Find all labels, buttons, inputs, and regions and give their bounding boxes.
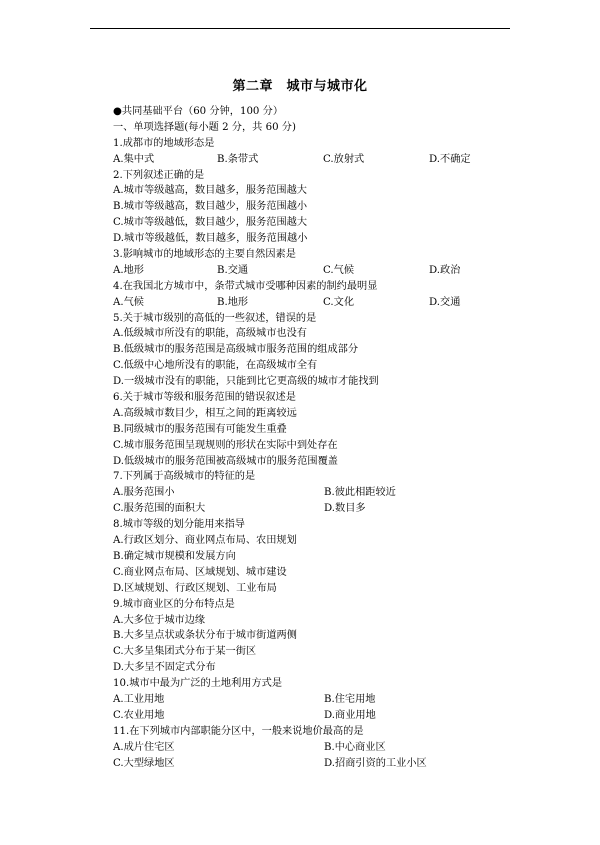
- answer-option: C.农业用地: [113, 709, 165, 721]
- option-row: [113, 708, 503, 724]
- document-body: [113, 104, 503, 771]
- answer-option: D.低级城市的服务范围被高级城市的服务范围覆盖: [113, 455, 338, 467]
- answer-option: A.集中式: [113, 153, 155, 165]
- header-rule: [90, 28, 510, 29]
- answer-option: A.高级城市数目少，相互之间的距离较远: [113, 407, 297, 419]
- answer-option: C.商业网点布局、区域规划、城市建设: [113, 566, 287, 578]
- question-stem: 8.城市等级的划分能用来指导: [113, 519, 245, 531]
- answer-option: A.服务范围小: [113, 487, 175, 499]
- question-block: [113, 724, 503, 772]
- answer-option: C.放射式: [323, 153, 365, 165]
- question-stem: 3.影响城市的地域形态的主要自然因素是: [113, 249, 296, 261]
- answer-option: B.地形: [217, 296, 249, 308]
- question-stem: 4.在我国北方城市中，条带式城市受哪种因素的制约最明显: [113, 280, 378, 292]
- question-block: [113, 390, 503, 469]
- answer-option: A.工业用地: [113, 693, 165, 705]
- answer-option: D.一级城市没有的职能，只能到比它更高级的城市才能找到: [113, 376, 379, 388]
- question-stem: 7.下列属于高级城市的特征的是: [113, 471, 256, 483]
- answer-option: A.低级城市所没有的职能，高级城市也没有: [113, 328, 307, 340]
- answer-option: B.同级城市的服务范围有可能发生重叠: [113, 423, 287, 435]
- answer-option: B.低级城市的服务范围是高级城市服务范围的组成部分: [113, 344, 359, 356]
- question-stem: 10.城市中最为广泛的土地利用方式是: [113, 678, 283, 690]
- question-stem: 1.成都市的地域形态是: [113, 137, 215, 149]
- answer-option: B.中心商业区: [324, 741, 386, 753]
- answer-option: D.商业用地: [324, 709, 376, 721]
- answer-option: B.确定城市规模和发展方向: [113, 550, 236, 562]
- question-stem: 9.城市商业区的分布特点是: [113, 598, 235, 610]
- answer-option: B.交通: [217, 264, 249, 276]
- answer-option: C.服务范围的面积大: [113, 503, 206, 515]
- answer-option: D.区域规划、行政区规划、工业布局: [113, 582, 277, 594]
- option-row: [113, 263, 503, 279]
- section-header: ●共同基础平台（60 分钟，100 分）: [113, 106, 284, 117]
- answer-option: A.地形: [113, 264, 144, 276]
- answer-option: B.城市等级越高，数目越少，服务范围越小: [113, 201, 308, 213]
- question-stem: 6.关于城市等级和服务范围的错误叙述是: [113, 392, 296, 404]
- option-row: [113, 152, 503, 168]
- question-stem: 5.关于城市级别的高低的一些叙述，错误的是: [113, 312, 317, 324]
- question-block: [113, 517, 503, 596]
- answer-option: B.彼此相距较近: [324, 487, 396, 499]
- answer-option: D.政治: [429, 264, 461, 276]
- option-row: [113, 295, 503, 311]
- option-row: [113, 756, 503, 772]
- answer-option: B.条带式: [217, 153, 259, 165]
- answer-option: D.交通: [429, 296, 461, 308]
- option-row: [113, 692, 503, 708]
- option-row: [113, 740, 503, 756]
- answer-option: C.气候: [323, 264, 355, 276]
- question-list: [113, 136, 503, 772]
- question-stem: 11.在下列城市内部职能分区中，一般来说地价最高的是: [113, 725, 364, 737]
- chapter-title: 第二章 城市与城市化: [232, 79, 368, 94]
- answer-option: C.城市等级越低，数目越少，服务范围越大: [113, 217, 308, 229]
- option-row: [113, 485, 503, 501]
- answer-option: D.大多呈不固定式分布: [113, 662, 216, 674]
- answer-option: D.不确定: [429, 153, 471, 165]
- answer-option: B.大多呈点状或条状分布于城市街道两侧: [113, 630, 297, 642]
- part-header: 一、单项选择题(每小题 2 分，共 60 分): [113, 121, 296, 133]
- answer-option: D.招商引资的工业小区: [324, 757, 427, 769]
- answer-option: C.大型绿地区: [113, 757, 175, 769]
- answer-option: C.低级中心地所没有的职能，在高级城市全有: [113, 360, 318, 372]
- answer-option: A.大多位于城市边缘: [113, 614, 206, 626]
- answer-option: C.城市服务范围呈现规则的形状在实际中到处存在: [113, 439, 338, 451]
- question-block: [113, 469, 503, 517]
- answer-option: A.成片住宅区: [113, 741, 175, 753]
- question-block: [113, 247, 503, 279]
- answer-option: C.大多呈集团式分布于某一街区: [113, 646, 257, 658]
- answer-option: A.行政区划分、商业网点布局、农田规划: [113, 535, 297, 547]
- question-block: [113, 311, 503, 390]
- question-block: [113, 279, 503, 311]
- question-block: [113, 597, 503, 676]
- question-block: [113, 168, 503, 247]
- answer-option: D.城市等级越低，数目越多，服务范围越小: [113, 233, 308, 245]
- question-stem: 2.下列叙述正确的是: [113, 169, 205, 181]
- answer-option: A.城市等级越高，数目越多，服务范围越大: [113, 185, 307, 197]
- option-row: [113, 501, 503, 517]
- answer-option: B.住宅用地: [324, 693, 376, 705]
- question-block: [113, 676, 503, 724]
- answer-option: D.数目多: [324, 503, 366, 515]
- answer-option: A.气候: [113, 296, 144, 308]
- answer-option: C.文化: [323, 296, 355, 308]
- question-block: [113, 136, 503, 168]
